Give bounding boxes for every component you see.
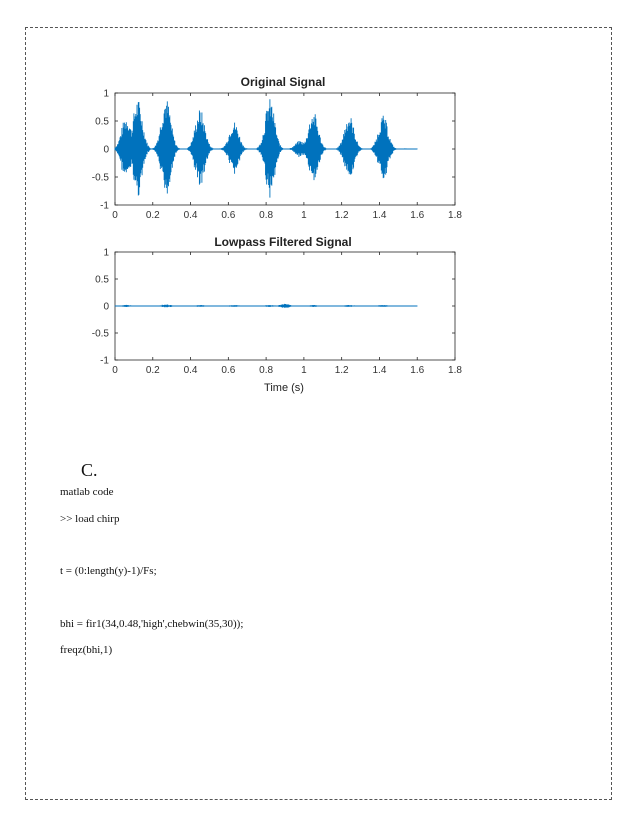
doc-line: freqz(bhi,1) [60,644,113,656]
signal-waveform [115,99,417,197]
x-tick-label: 0.8 [259,365,274,376]
y-tick-label: 0 [103,301,109,313]
doc-line: bhi = fir1(34,0.48,'high',chebwin(35,30)); [60,618,244,630]
x-tick-label: 0.2 [145,210,160,221]
x-tick-label: 1.2 [334,365,349,376]
x-tick-label: 1.4 [372,210,387,221]
x-tick-label: 0.2 [145,365,160,376]
y-tick-label: 0.5 [95,116,109,128]
signal-waveform [115,304,417,308]
x-tick-label: 0.4 [183,210,198,221]
y-tick-label: 1 [103,88,109,100]
x-tick-label: 0.6 [221,210,236,221]
doc-line: >> load chirp [60,513,120,525]
x-tick-label: 0.4 [183,365,198,376]
x-tick-label: 1.8 [448,210,462,221]
x-tick-label: 1.2 [334,210,349,221]
x-tick-label: 1.6 [410,210,425,221]
doc-line: t = (0:length(y)-1)/Fs; [60,565,157,577]
y-tick-label: 0.5 [95,274,109,286]
doc-line: matlab code [60,486,114,498]
x-tick-label: 1 [301,365,307,376]
y-tick-label: 0 [103,144,109,156]
y-tick-label: 1 [103,247,109,259]
plot-title: Original Signal [240,75,326,89]
lowpass-filtered-signal-plot [92,235,463,394]
y-tick-label: -0.5 [91,328,109,340]
x-tick-label: 1.4 [372,365,387,376]
plot-title: Lowpass Filtered Signal [214,235,352,249]
y-tick-label: -0.5 [91,172,109,184]
original-signal-plot [92,75,463,221]
x-tick-label: 1.8 [448,365,462,376]
x-tick-label: 1 [301,210,307,221]
section-letter: C. [81,460,98,480]
x-tick-label: 0 [112,210,118,221]
y-tick-label: -1 [100,355,109,367]
x-tick-label: 0.6 [221,365,236,376]
x-axis-label: Time (s) [264,382,304,394]
x-tick-label: 0 [112,365,118,376]
y-tick-label: -1 [100,200,109,212]
x-tick-label: 1.6 [410,365,425,376]
x-tick-label: 0.8 [259,210,274,221]
